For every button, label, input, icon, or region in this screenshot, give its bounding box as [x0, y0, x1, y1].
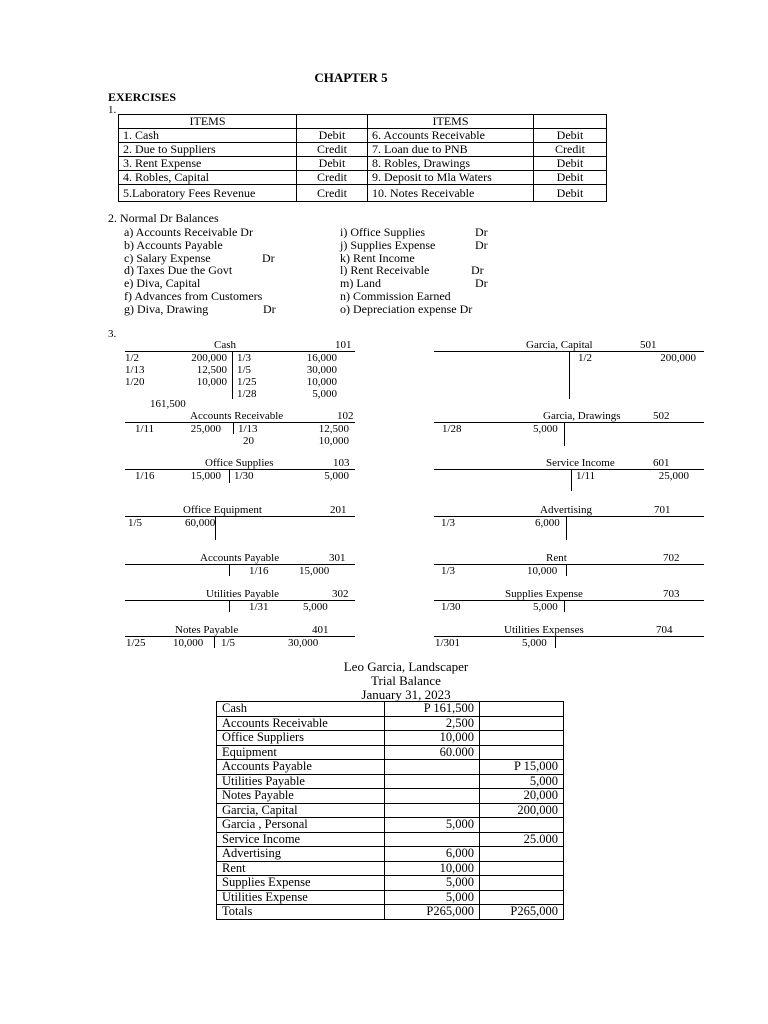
- credit-cell: [480, 745, 564, 760]
- debit-cell: 6,000: [385, 847, 480, 862]
- account-title-cell: Office Suppliers: [217, 731, 385, 746]
- debit-cell: [385, 774, 480, 789]
- trial-balance-row: [217, 861, 564, 876]
- credit-cell: 200,000: [480, 803, 564, 818]
- account-title-cell: Equipment: [217, 745, 385, 760]
- t-account-notes-payable: Notes Payable 401 1/25 10,000 1/5 30,000: [125, 624, 355, 654]
- normal-balance-item: c) Salary Expense Dr: [124, 250, 275, 265]
- items-header: ITEMS: [368, 115, 534, 129]
- t-account-accounts-payable: Accounts Payable 301 1/16 15,000: [125, 552, 355, 582]
- trial-balance-company: Leo Garcia, Landscaper: [343, 659, 469, 674]
- trial-balance-row: [217, 731, 564, 746]
- t-account-office-equipment: Office Equipment 201 1/5 60,000: [125, 504, 355, 544]
- account-name: Supplies Expense: [505, 588, 583, 600]
- account-number: 201: [330, 504, 347, 516]
- credit-cell: 25.000: [480, 832, 564, 847]
- normal-balance-list-left: [124, 226, 276, 316]
- debit-cell: 60.000: [385, 745, 480, 760]
- normal-balance-item: k) Rent Income: [340, 250, 415, 265]
- t-account-supplies-expense: Supplies Expense 703 1/30 5,000: [434, 588, 704, 618]
- t-account-garcia-drawings: Garcia, Drawings 502 1/28 5,000: [434, 410, 704, 450]
- debit-cell: [385, 832, 480, 847]
- account-name: Office Supplies: [205, 457, 274, 469]
- debit-cell: 5,000: [385, 890, 480, 905]
- account-number: 704: [656, 624, 673, 636]
- debit-cell: 5,000: [385, 876, 480, 891]
- account-name: Notes Payable: [175, 624, 239, 636]
- debit-cell: 10,000: [385, 861, 480, 876]
- items-row: 1. Cash Debit 6. Accounts Receivable Debit: [119, 129, 607, 143]
- account-number: 101: [335, 339, 352, 351]
- account-number: 502: [653, 410, 670, 422]
- credit-cell: 20,000: [480, 789, 564, 804]
- account-title-cell: Totals: [217, 905, 385, 920]
- account-title-cell: Advertising: [217, 847, 385, 862]
- trial-balance-row: [217, 876, 564, 891]
- debit-cell: 2,500: [385, 716, 480, 731]
- trial-balance-row: [217, 905, 564, 920]
- normal-balance-item: b) Accounts Payable: [124, 237, 223, 252]
- t-account-office-supplies: Office Supplies 103 1/16 15,000 1/30 5,000: [125, 457, 355, 487]
- account-title-cell: Accounts Receivable: [217, 716, 385, 731]
- credit-cell: [480, 890, 564, 905]
- credit-cell: [480, 716, 564, 731]
- trial-balance-date: January 31, 2023: [361, 687, 451, 702]
- account-number: 501: [640, 339, 657, 351]
- trial-balance-row: [217, 818, 564, 833]
- trial-balance-row: [217, 890, 564, 905]
- t-account-service-income: Service Income 601 1/11 25,000: [434, 457, 704, 493]
- t-account-utilities-expenses: Utilities Expenses 704 1/301 5,000: [434, 624, 704, 654]
- question-1-number: 1.: [108, 104, 117, 116]
- credit-cell: [480, 876, 564, 891]
- t-account-utilities-payable: Utilities Payable 302 1/31 5,000: [125, 588, 355, 618]
- credit-cell: 5,000: [480, 774, 564, 789]
- t-account-cash: Cash 101 1/2 200,000 1/13 12,500 1/20 10,000 1/3 16,000 1/5 30,000 1/25 10,000 1/28 5,000: [125, 339, 355, 401]
- account-number: 702: [663, 552, 680, 564]
- account-name: Utilities Expenses: [504, 624, 584, 636]
- normal-balance-item: n) Commission Earned: [340, 288, 451, 303]
- account-title-cell: Garcia, Capital: [217, 803, 385, 818]
- t-account-advertising: Advertising 701 1/3 6,000: [434, 504, 704, 544]
- account-title-cell: Service Income: [217, 832, 385, 847]
- account-title-cell: Rent: [217, 861, 385, 876]
- chapter-title: CHAPTER 5: [314, 70, 388, 85]
- account-title-cell: Accounts Payable: [217, 760, 385, 775]
- credit-cell: P 15,000: [480, 760, 564, 775]
- t-account-accounts-receivable: Accounts Receivable 102 1/11 25,000 1/13 12,500 20 10,000: [125, 410, 355, 450]
- account-name: Cash: [214, 339, 236, 351]
- account-title-cell: Utilities Payable: [217, 774, 385, 789]
- normal-balance-item: l) Rent Receivable Dr: [340, 263, 484, 278]
- normal-balance-item: o) Depreciation expense Dr: [340, 301, 473, 316]
- normal-balance-item: a) Accounts Receivable Dr: [124, 225, 253, 239]
- normal-balance-list-right: [340, 226, 488, 316]
- normal-balance-item: j) Supplies Expense Dr: [340, 237, 488, 252]
- question-3-number: 3.: [108, 328, 117, 340]
- t-account-rent: Rent 702 1/3 10,000: [434, 552, 704, 582]
- account-number: 703: [663, 588, 680, 600]
- normal-balance-item: g) Diva, Drawing Dr: [124, 301, 276, 316]
- account-name: Accounts Receivable: [190, 410, 284, 422]
- debit-cell: P265,000: [385, 905, 480, 920]
- items-header-row: [119, 115, 607, 129]
- normal-balance-item: m) Land Dr: [340, 276, 488, 291]
- trial-balance-row: [217, 774, 564, 789]
- credit-cell: [480, 861, 564, 876]
- exercises-heading: EXERCISES: [108, 90, 177, 104]
- account-name: Service Income: [546, 457, 615, 469]
- debit-cell: 5,000: [385, 818, 480, 833]
- trial-balance-row: [217, 803, 564, 818]
- debit-cell: [385, 789, 480, 804]
- account-title-cell: Cash: [217, 702, 385, 717]
- account-number: 701: [654, 504, 671, 516]
- account-name: Utilities Payable: [206, 588, 280, 600]
- t-account-garcia-capital: Garcia, Capital 501 1/2 200,000: [434, 339, 704, 401]
- normal-balance-item: e) Diva, Capital: [124, 276, 201, 291]
- account-number: 103: [333, 457, 350, 469]
- trial-balance-row: [217, 745, 564, 760]
- trial-balance-row: [217, 716, 564, 731]
- trial-balance-title: Trial Balance: [371, 673, 441, 688]
- account-name: Rent: [546, 552, 567, 564]
- normal-balance-item: d) Taxes Due the Govt: [124, 263, 233, 278]
- items-row: 2. Due to Suppliers Credit 7. Loan due to PNB Credit: [119, 143, 607, 157]
- account-title-cell: Utilities Expense: [217, 890, 385, 905]
- account-name: Advertising: [540, 504, 592, 516]
- items-row: 4. Robles, Capital Credit 9. Deposit to Mla Waters Debit: [119, 171, 607, 185]
- account-number: 301: [329, 552, 346, 564]
- account-name: Garcia, Drawings: [543, 410, 621, 422]
- items-row: 3. Rent Expense Debit 8. Robles, Drawings Debit: [119, 157, 607, 171]
- credit-cell: [480, 702, 564, 717]
- credit-cell: [480, 818, 564, 833]
- items-table: [118, 114, 607, 202]
- account-name: Office Equipment: [183, 504, 262, 516]
- debit-cell: [385, 803, 480, 818]
- account-name: Accounts Payable: [200, 552, 280, 564]
- trial-balance-row: [217, 760, 564, 775]
- debit-cell: P 161,500: [385, 702, 480, 717]
- trial-balance-row: [217, 789, 564, 804]
- normal-balance-item: f) Advances from Customers: [124, 288, 263, 303]
- question-2-title: 2. Normal Dr Balances: [108, 211, 219, 225]
- account-name: Garcia, Capital: [526, 339, 593, 351]
- credit-cell: P265,000: [480, 905, 564, 920]
- account-title-cell: Notes Payable: [217, 789, 385, 804]
- account-number: 302: [332, 588, 349, 600]
- trial-balance-row: [217, 702, 564, 717]
- credit-cell: [480, 731, 564, 746]
- trial-balance-row: [217, 847, 564, 862]
- normal-balance-item: i) Office Supplies Dr: [340, 225, 488, 239]
- trial-balance-row: [217, 832, 564, 847]
- cash-balance: 161,500: [150, 398, 186, 410]
- debit-cell: [385, 760, 480, 775]
- account-number: 601: [653, 457, 670, 469]
- items-header: ITEMS: [119, 115, 297, 129]
- credit-cell: [480, 847, 564, 862]
- account-number: 401: [312, 624, 329, 636]
- debit-cell: 10,000: [385, 731, 480, 746]
- trial-balance-table: [216, 701, 564, 920]
- account-number: 102: [337, 410, 354, 422]
- account-title-cell: Garcia , Personal: [217, 818, 385, 833]
- items-row: 5.Laboratory Fees Revenue Credit 10. Notes Receivable Debit: [119, 185, 607, 202]
- account-title-cell: Supplies Expense: [217, 876, 385, 891]
